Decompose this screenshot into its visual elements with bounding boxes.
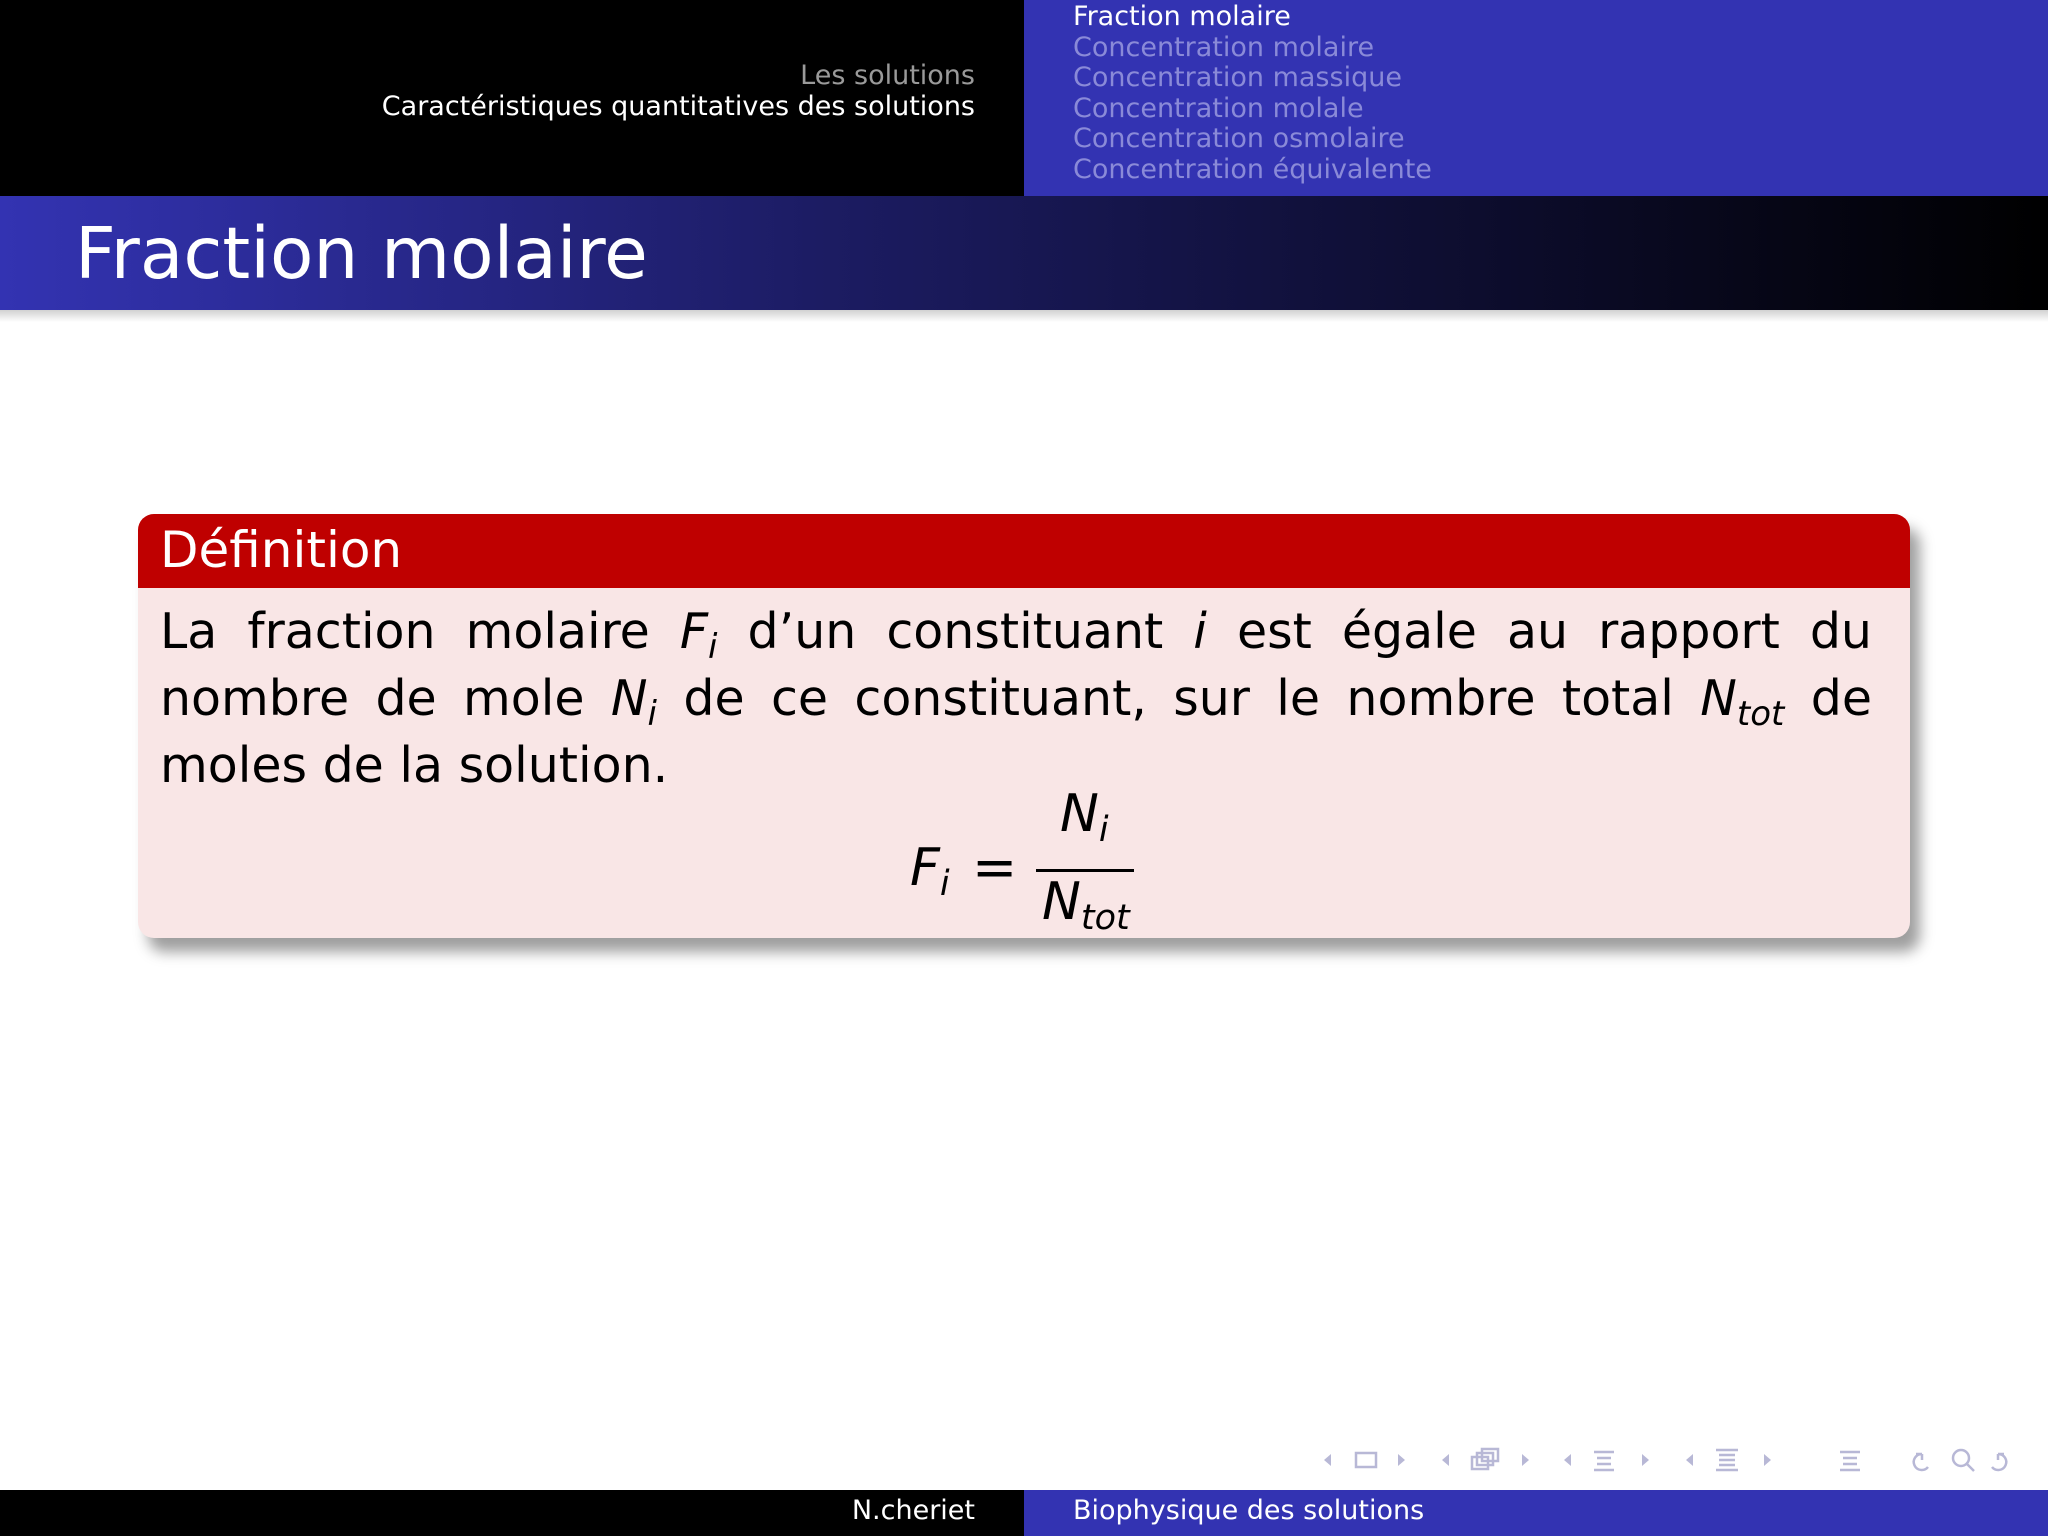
frame-title-bar (0, 196, 2048, 310)
header-subsection-link[interactable]: Caractéristiques quantitatives des solutions (381, 91, 975, 122)
definition-block (138, 514, 1910, 938)
formula-denominator (1042, 872, 1130, 938)
subsection-item-concentration-molale[interactable]: Concentration molale (1073, 92, 1364, 124)
beamer-navigation (1316, 1440, 2036, 1480)
subsection-item-concentration-equivalente[interactable]: Concentration équivalente (1073, 153, 1432, 185)
variable-N: N (1700, 670, 1737, 727)
header-subsection-nav (1024, 0, 2048, 196)
definition-text-part: La fraction molaire (160, 603, 680, 660)
subsection-list (1073, 2, 1432, 186)
formula-denominator-var: N (1042, 872, 1081, 932)
subsection-item-concentration-molaire[interactable]: Concentration molaire (1073, 31, 1375, 63)
subscript-tot: tot (1736, 694, 1785, 734)
subsection-item-fraction-molaire[interactable]: Fraction molaire (1073, 1, 1291, 32)
variable-N: N (610, 670, 648, 727)
nav-subsection-icon[interactable] (1442, 1449, 1529, 1469)
definition-text-part: est égale au rapport du nombre de mole (160, 603, 1872, 727)
subscript-i: i (647, 694, 657, 734)
definition-text (138, 588, 1910, 799)
frame-title: Fraction molaire (75, 212, 648, 295)
footer-title: Biophysique des solutions (1073, 1495, 1425, 1526)
nav-doc-icon[interactable] (1686, 1450, 1771, 1470)
definition-text-part: de ce constituant, sur le nombre total (656, 670, 1701, 727)
definition-text-part: d’un constituant (717, 603, 1194, 660)
variable-i: i (1193, 603, 1207, 660)
footer-title-bar (1024, 1490, 2048, 1536)
formula-equals: = (972, 836, 1018, 899)
header-section-area (0, 0, 1024, 196)
subsection-item-concentration-massique[interactable]: Concentration massique (1073, 62, 1402, 94)
nav-align-icon[interactable] (1840, 1452, 1860, 1470)
nav-search-icon[interactable] (1914, 1450, 2006, 1471)
variable-F: F (679, 603, 709, 660)
footer-author-bar (0, 1490, 1024, 1536)
nav-section-icon[interactable] (1564, 1452, 1649, 1470)
definition-text-part: de moles de la solution. (160, 670, 1872, 794)
formula-denominator-sub: tot (1080, 898, 1130, 938)
title-shadow (0, 310, 2048, 322)
definition-heading: Définition (160, 521, 403, 579)
formula-numerator-var: N (1060, 784, 1099, 844)
nav-frame-icon[interactable] (1324, 1453, 1405, 1467)
formula-numerator (1060, 784, 1109, 850)
footer-author: N.cheriet (851, 1495, 975, 1526)
header-section-block (382, 60, 975, 122)
subsection-item-concentration-osmolaire[interactable]: Concentration osmolaire (1073, 123, 1405, 155)
formula-numerator-sub: i (1098, 810, 1109, 850)
formula-lhs-var: F (910, 838, 940, 898)
formula-lhs (910, 838, 950, 904)
subscript-i: i (708, 627, 718, 667)
header-section-link[interactable]: Les solutions (800, 60, 975, 91)
formula-lhs-sub: i (939, 864, 950, 904)
formula (138, 784, 1910, 938)
definition-header (138, 514, 1910, 588)
